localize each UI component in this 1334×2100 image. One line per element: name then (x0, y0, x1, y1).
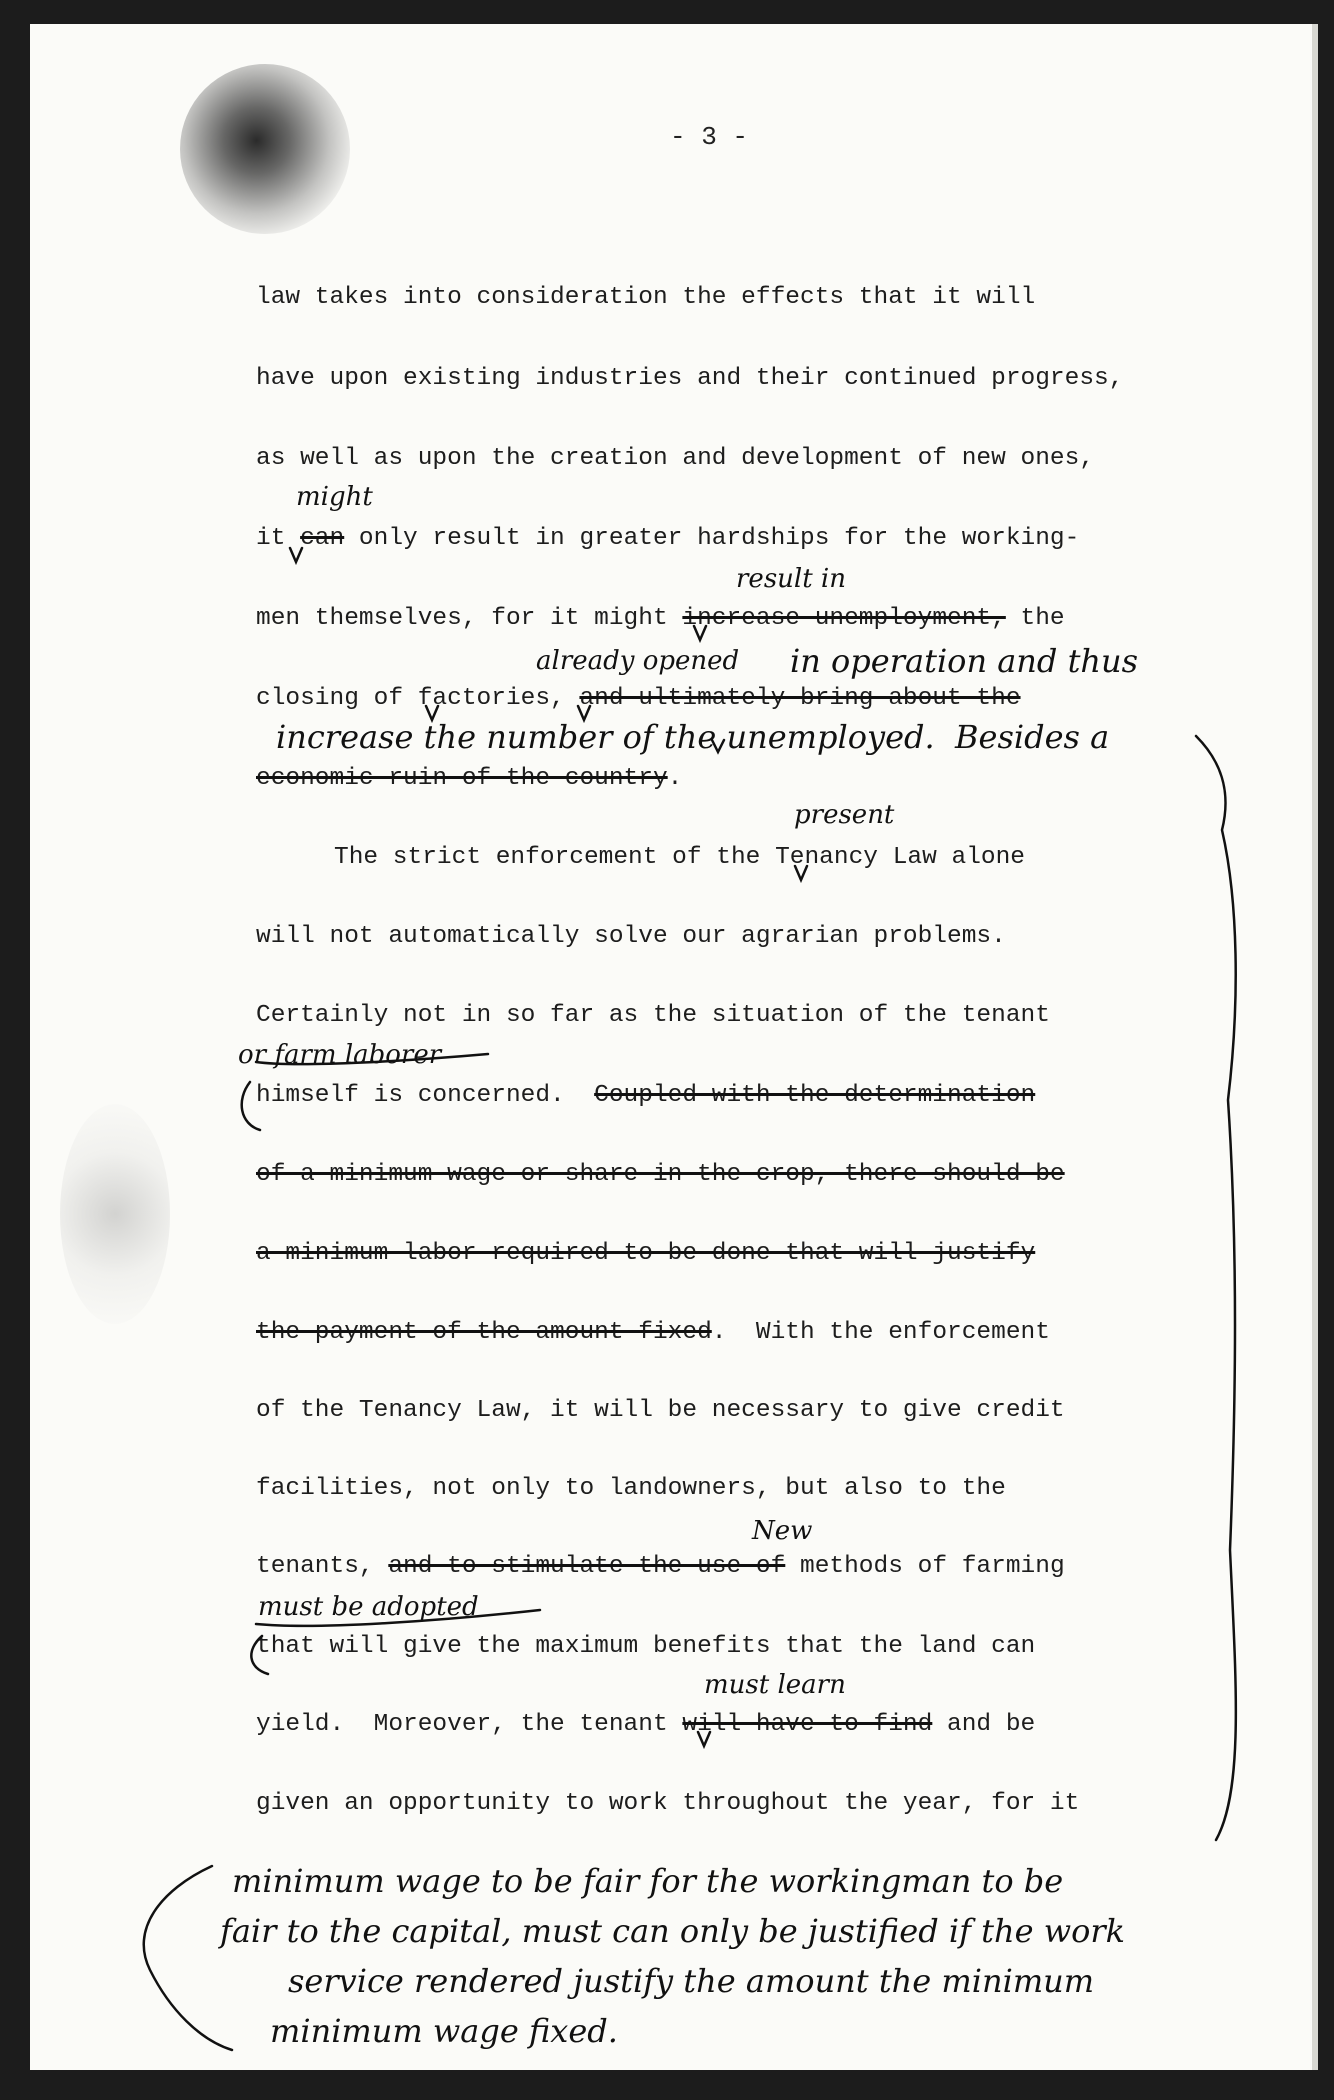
handwritten-insertion: New (752, 1516, 813, 1546)
handwritten-insertion: must learn (704, 1670, 846, 1700)
typed-line: have upon existing industries and their continued progress, (256, 365, 1124, 392)
typed-line: of the Tenancy Law, it will be necessary to give credit (256, 1397, 1065, 1424)
handwritten-insertion: result in (736, 564, 846, 594)
typed-line: will not automatically solve our agrarian problems. (256, 923, 1006, 950)
typed-line: that will give the maximum benefits that the land can (256, 1633, 1036, 1660)
handwritten-footer-line: minimum wage fixed. (270, 2012, 618, 2050)
typed-line: the payment of the amount fixed. With the enforcement (256, 1319, 1050, 1346)
typed-line: economic ruin of the country. (256, 765, 683, 792)
handwritten-insertion: in operation and thus (790, 642, 1139, 680)
typed-line: himself is concerned. Coupled with the determination (256, 1082, 1036, 1109)
handwritten-insertion: already opened (536, 646, 740, 676)
typed-line: given an opportunity to work throughout the year, for it (256, 1790, 1080, 1817)
encircle-mark (242, 1082, 260, 1130)
bracket-line (1196, 736, 1236, 1840)
caret-mark (712, 740, 724, 752)
typed-line: facilities, not only to landowners, but also to the (256, 1475, 1006, 1502)
caret-mark (578, 706, 590, 720)
typed-line: tenants, and to stimulate the use of methods of farming (256, 1553, 1065, 1580)
typed-line: of a minimum wage or share in the crop, there should be (256, 1161, 1065, 1188)
handwritten-footer-line: fair to the capital, must can only be justified if the work (220, 1912, 1126, 1950)
handwritten-insertion: might (296, 482, 373, 512)
handwritten-insertion: increase the number of the unemployed. Besides a (276, 718, 1110, 756)
typed-line: The strict enforcement of the Tenancy Law alone (334, 844, 1026, 871)
caret-mark (290, 548, 302, 562)
typed-line: yield. Moreover, the tenant will have to find and be (256, 1711, 1036, 1738)
handwritten-footer-line: service rendered justify the amount the minimum (288, 1962, 1095, 2000)
encircle-mark (251, 1636, 268, 1674)
typed-line: as well as upon the creation and development of new ones, (256, 445, 1095, 472)
caret-mark (426, 706, 438, 720)
typed-line: Certainly not in so far as the situation of the tenant (256, 1002, 1050, 1029)
caret-mark (795, 866, 807, 880)
handwritten-footer-line: minimum wage to be fair for the workingman to be (232, 1862, 1064, 1900)
typed-line: it can only result in greater hardships for the working- (256, 525, 1080, 552)
typed-line: closing of factories, and ultimately bring about the (256, 685, 1021, 712)
bracket-line (144, 1866, 232, 2050)
handwritten-insertion: present (794, 800, 895, 830)
typed-line: men themselves, for it might increase unemployment, the (256, 605, 1065, 632)
typed-line: law takes into consideration the effects that it will (256, 284, 1036, 311)
caret-mark (698, 1732, 710, 1746)
caret-mark (694, 626, 706, 640)
encircle-mark (256, 1054, 488, 1064)
encircle-mark (256, 1610, 540, 1626)
page-number: - 3 - (670, 122, 749, 152)
handwritten-insertion: must be adopted (258, 1592, 479, 1622)
typed-line: a minimum labor required to be done that will justify (256, 1240, 1036, 1267)
handwritten-insertion: or farm laborer (238, 1040, 442, 1070)
